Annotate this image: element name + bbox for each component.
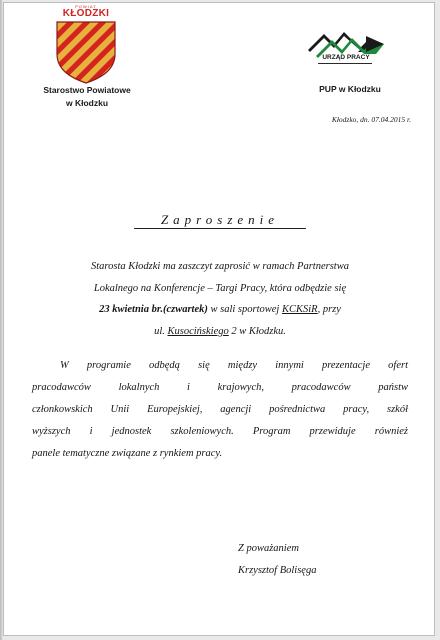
paragraph-2-line-2: pracodawców lokalnych i krajowych, pracodawców państw	[32, 382, 408, 393]
crest-banner	[56, 4, 116, 18]
venue-name: KCKSiR	[281, 304, 318, 315]
paragraph-1-line-3	[0, 299, 440, 321]
urzad-pracy-label: URZĄD PRACY	[322, 54, 370, 61]
signature-name: Krzysztof Bolisęga	[238, 565, 317, 576]
paragraph-2-line-5: panele tematyczne związane z rynkiem pracy.	[32, 448, 223, 459]
closing-greeting: Z poważaniem	[238, 543, 299, 554]
street-rest: 2 w Kłodzku.	[228, 325, 286, 337]
letter-title: Zaproszenie	[160, 212, 280, 227]
event-date: 23 kwietnia br.(czwartek)	[99, 304, 208, 315]
paragraph-2-line-3: członkowskich Unii Europejskiej, agencji pośrednictwa pracy, szkół	[32, 404, 408, 415]
institution-left-line2: w Kłodzku	[65, 98, 109, 108]
paragraph-2-line-4: wyższych i jednostek szkoleniowych. Program przewiduje również	[32, 426, 408, 437]
venue-end: , przy	[317, 304, 341, 315]
paragraph-1-line-1: Starosta Kłodzki ma zaszczyt zaprosić w ramach Partnerstwa	[91, 261, 349, 272]
venue-text: w sali sportowej	[207, 304, 282, 315]
paragraph-1-line-4	[0, 321, 440, 343]
title-underline	[134, 228, 306, 229]
institution-left	[22, 84, 152, 110]
paragraph-2-line-1: W programie odbędą się między innymi prezentacje ofert	[60, 360, 408, 371]
crest-small-text: POWIAT	[75, 4, 97, 9]
coat-of-arms-icon	[55, 20, 117, 84]
street-name: Kusocińskiego	[167, 325, 229, 337]
dateline: Kłodzko, dn. 07.04.2015 r.	[331, 115, 411, 124]
paragraph-1-line-2: Lokalnego na Konferencje – Targi Pracy, która odbędzie się	[93, 282, 347, 294]
header-left	[22, 4, 142, 114]
closing-block	[238, 538, 316, 582]
paragraph-1	[0, 256, 440, 342]
institution-right: PUP w Kłodzku	[319, 84, 381, 94]
header-right	[290, 20, 410, 110]
street-prefix: ul.	[154, 325, 168, 337]
crest-name-text: KŁODZKI	[62, 8, 110, 19]
institution-left-line1: Starostwo Powiatowe	[43, 85, 131, 95]
logo-underline	[318, 63, 372, 64]
paragraph-2	[32, 360, 408, 470]
